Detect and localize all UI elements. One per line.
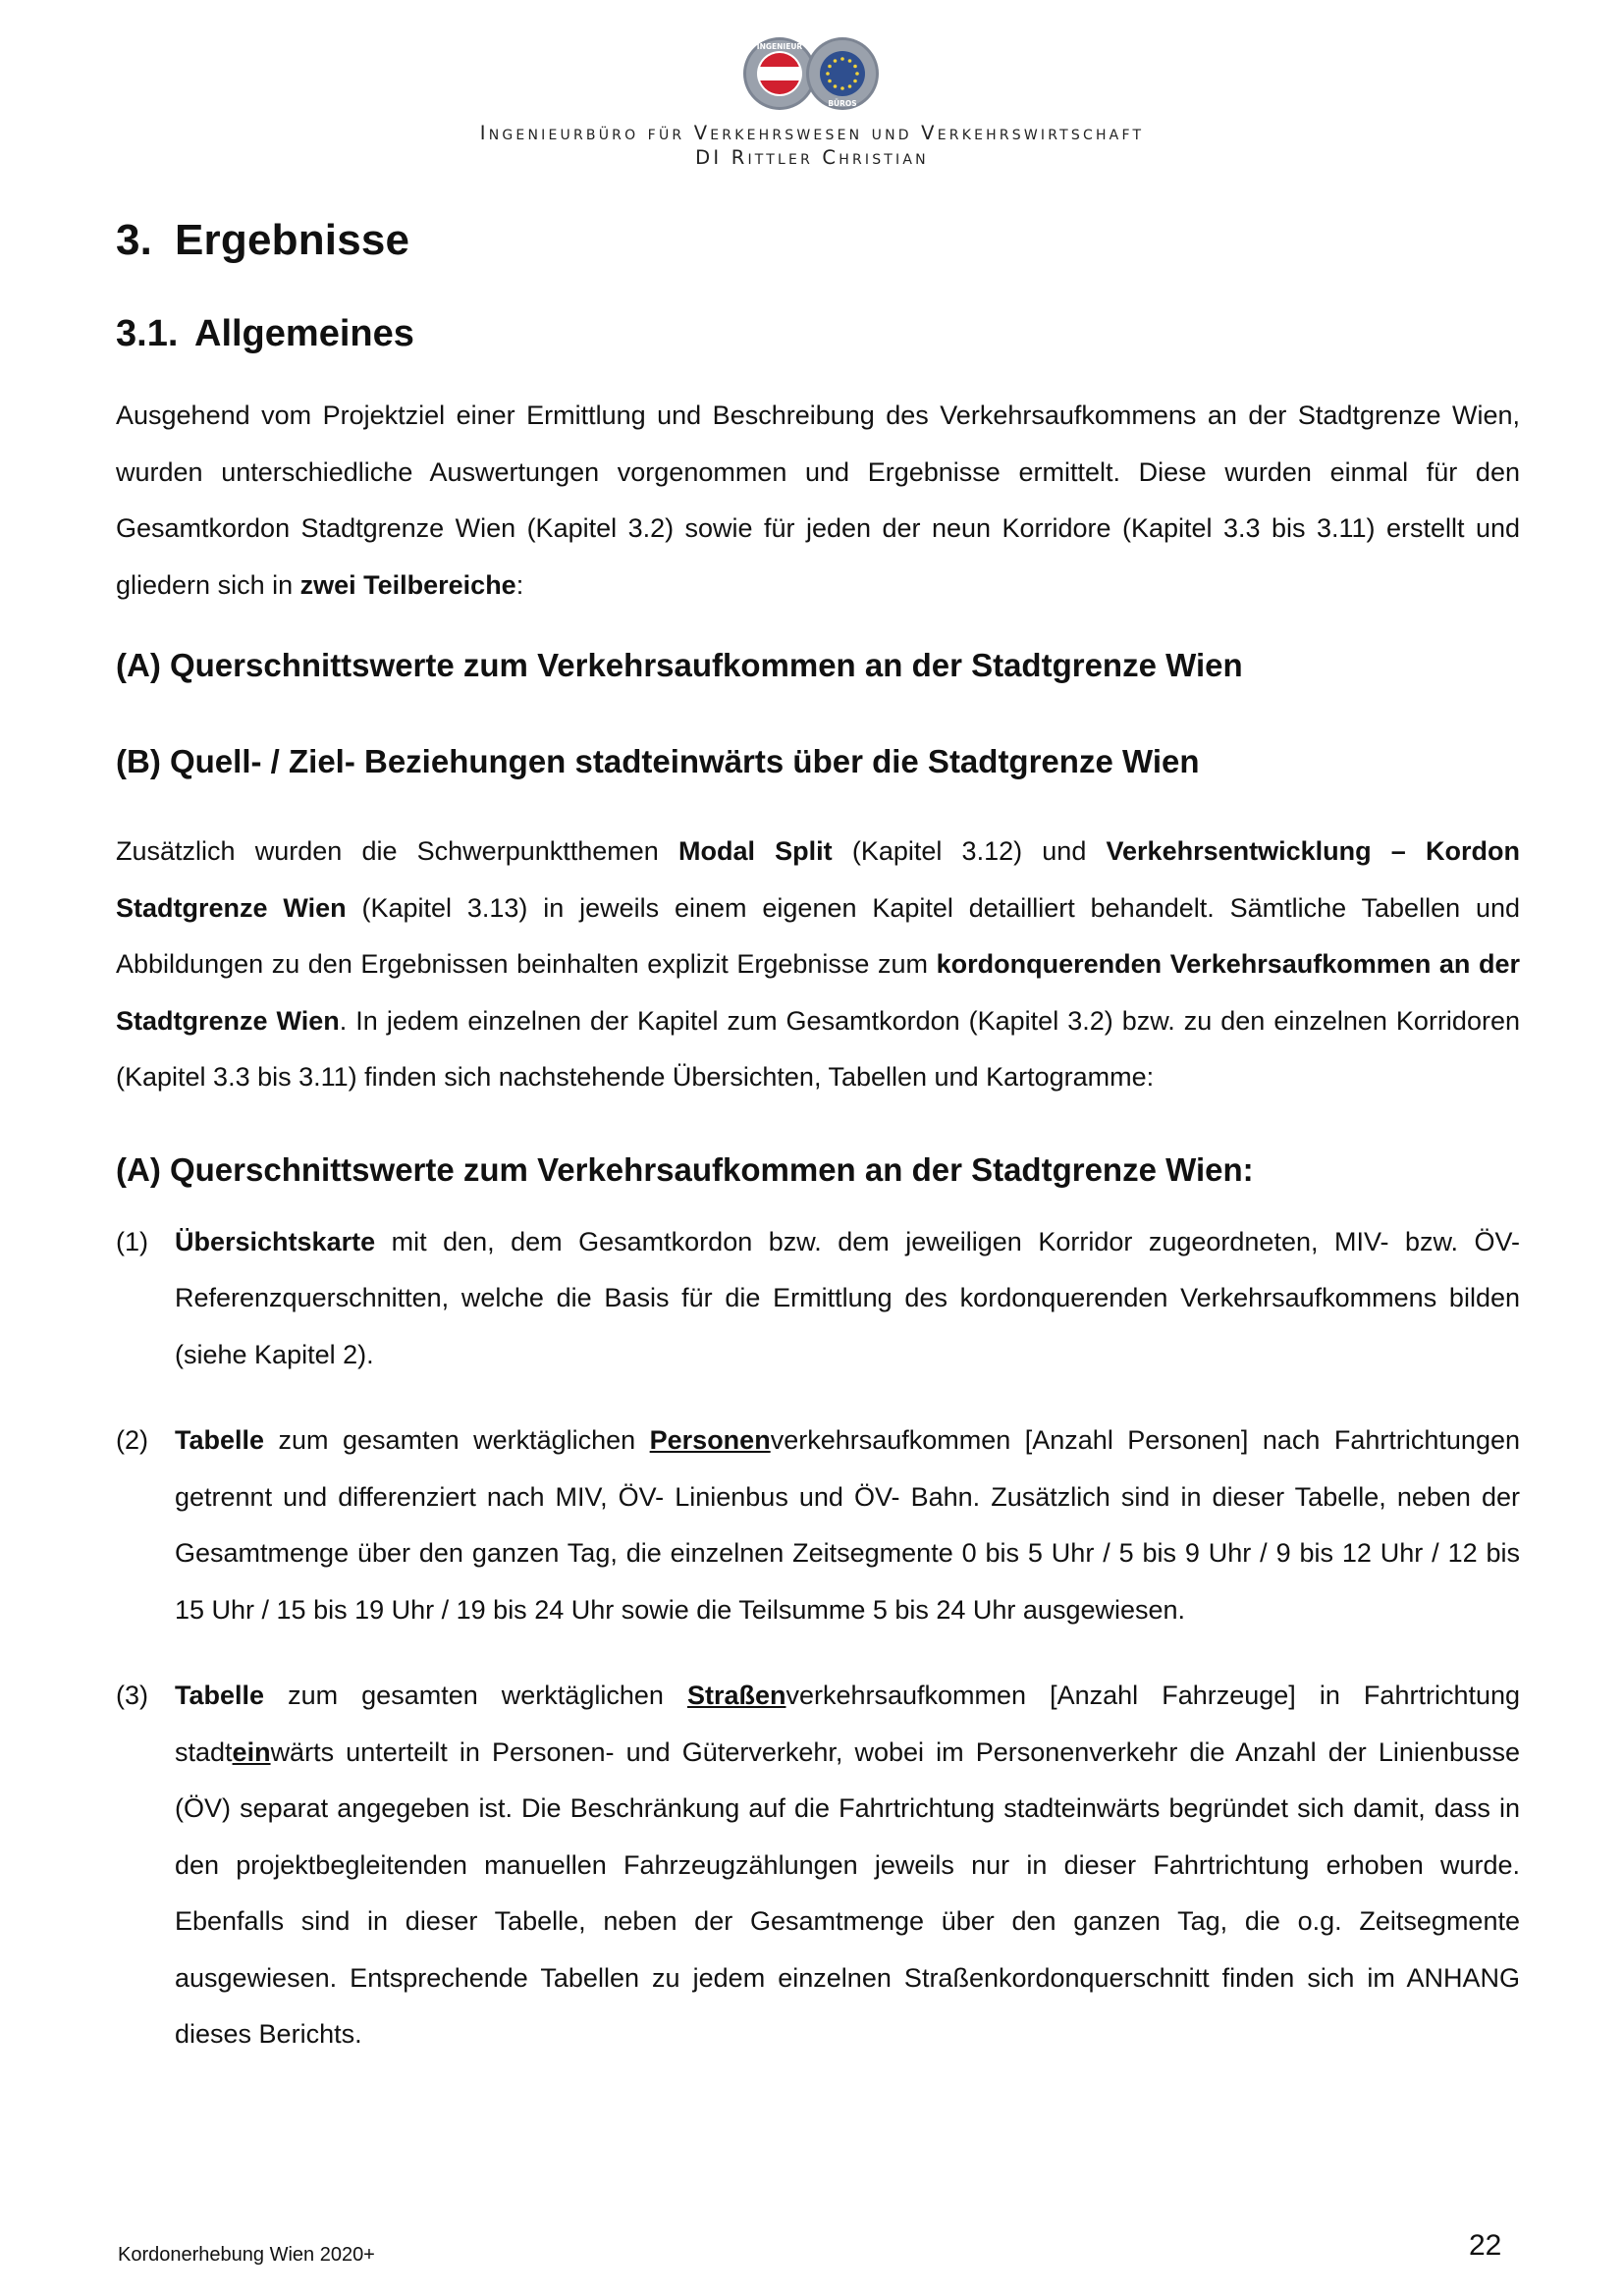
section-heading xyxy=(116,307,1520,360)
list-marker: (3) xyxy=(116,1681,148,1710)
additional-bold-2: Verkehrsentwicklung – Kordon Stadtgrenze Wien xyxy=(116,836,1520,923)
page-content xyxy=(116,211,1520,2093)
additional-text-3: (Kapitel 3.13) in jeweils einem eigenen Kapitel detailliert behandelt. Sämtliche Tabellen und Abbildungen zu den Ergebnissen beinhalten explizit Ergebnisse zum xyxy=(116,892,1520,979)
intro-bold: zwei Teilbereiche xyxy=(299,569,516,600)
logo-europe-circle xyxy=(806,37,879,110)
chapter-number: 3. xyxy=(116,216,153,264)
item-text: wärts unterteilt in Personen- und Güterverkehr, wobei im Personenverkehr die Anzahl der Linienbusse (ÖV) separat angegeben ist. Die Beschränkung auf die Fahrtrichtung stadteinwärts begründet sich damit, dass in den projektbegleitenden manuellen Fahrzeugzählungen jeweils nur in dieser Fahrtrichtung erhoben wurde. Ebenfalls sind in dieser Tabelle, neben der Gesamtmenge über den ganzen Tag, die o.g. Zeitsegmente ausgewiesen. Entsprechende Tabellen zu jedem einzelnen Straßenkordonquerschnitt finden sich im ANHANG dieses Berichts. xyxy=(175,1736,1520,2049)
item-text: zum gesamten werktäglichen xyxy=(264,1681,687,1710)
additional-bold-3: kordonquerenden Verkehrsaufkommen an der Stadtgrenze Wien xyxy=(116,949,1520,1036)
subsection-a-heading: (A) Querschnittswerte zum Verkehrsaufkommen an der Stadtgrenze Wien xyxy=(116,647,1243,683)
item-text: zum gesamten werktäglichen xyxy=(264,1425,650,1455)
section-number: 3.1. xyxy=(116,313,179,354)
chapter-heading xyxy=(116,211,1520,270)
item-list xyxy=(116,1214,1520,2063)
subsection-b-heading: (B) Quell- / Ziel- Beziehungen stadteinwärts über die Stadtgrenze Wien xyxy=(116,743,1200,779)
intro-text: Ausgehend vom Projektziel einer Ermittlung und Beschreibung des Verkehrsaufkommens an der Stadtgrenze Wien, wurden unterschiedliche Auswertungen vorgenommen und Ergebnisse ermittelt. Diese wurden einmal für den Gesamtkordon Stadtgrenze Wien (Kapitel 3.2) sowie für jeden der neun Korridore (Kapitel 3.3 bis 3.11) erstellt und gliedern sich in xyxy=(116,400,1520,600)
additional-text-2: (Kapitel 3.12) und xyxy=(832,836,1107,866)
logo-text-bottom: BÜROS xyxy=(828,99,857,108)
additional-bold-1: Modal Split xyxy=(677,836,833,866)
additional-text-1: Zusätzlich wurden die Schwerpunktthemen xyxy=(116,836,678,866)
logo-austria-circle xyxy=(743,37,816,110)
page-header xyxy=(0,35,1624,169)
additional-paragraph xyxy=(116,824,1520,1106)
list-item xyxy=(116,1668,1520,2063)
list-item xyxy=(116,1413,1520,1638)
item-text: mit den, dem Gesamtkordon bzw. dem jeweiligen Korridor zugeordneten, MIV- bzw. ÖV-Referenzquerschnitten, welche die Basis für die Ermittlung des kordonquerenden Verkehrsaufkommens bilden (siehe Kapitel 2). xyxy=(175,1226,1520,1369)
item-bold: Tabelle xyxy=(175,1681,265,1710)
item-text: verkehrsaufkommen [Anzahl Fahrzeuge] in Fahrtrichtung stadt xyxy=(175,1681,1521,1767)
additional-text-4: . In jedem einzelnen der Kapitel zum Gesamtkordon (Kapitel 3.2) bzw. zu den einzelnen Korridoren (Kapitel 3.3 bis 3.11) finden sich nachstehende Übersichten, Tabellen und Kartogramme: xyxy=(116,1005,1520,1092)
item-text: verkehrsaufkommen [Anzahl Personen] nach Fahrtrichtungen getrennt und differenziert nach MIV, ÖV- Linienbus und ÖV- Bahn. Zusätzlich sind in dieser Tabelle, neben der Gesamtmenge über den ganzen Tag, die einzelnen Zeitsegmente 0 bis 5 Uhr / 5 bis 9 Uhr / 9 bis 12 Uhr / 12 bis 15 Uhr / 15 bis 19 Uhr / 19 bis 24 Uhr sowie die Teilsumme 5 bis 24 Uhr ausgewiesen. xyxy=(175,1425,1520,1625)
page-number: 22 xyxy=(1469,2229,1502,2262)
company-logo xyxy=(738,35,886,112)
list-marker: (1) xyxy=(116,1226,148,1256)
section-a-heading: (A) Querschnittswerte zum Verkehrsaufkommen an der Stadtgrenze Wien: xyxy=(116,1150,1254,1188)
list-marker: (2) xyxy=(116,1425,148,1455)
logo-text-top: INGENIEUR xyxy=(756,42,803,51)
intro-end: : xyxy=(515,569,524,600)
list-item xyxy=(116,1214,1520,1384)
item-underlined: Personen xyxy=(649,1425,771,1455)
section-title: Allgemeines xyxy=(194,313,414,354)
item-bold: Übersichtskarte xyxy=(175,1226,376,1256)
company-name: Ingenieurbüro für Verkehrswesen und Verkehrswirtschaft xyxy=(479,122,1145,144)
intro-paragraph xyxy=(116,388,1520,614)
item-underlined: ein xyxy=(232,1736,271,1767)
item-bold: Tabelle xyxy=(175,1425,265,1455)
footer-title: Kordonerhebung Wien 2020+ xyxy=(118,2244,375,2266)
item-underlined: Straßen xyxy=(686,1681,786,1710)
chapter-title: Ergebnisse xyxy=(175,216,410,264)
company-owner: DI Rittler Christian xyxy=(695,146,929,169)
